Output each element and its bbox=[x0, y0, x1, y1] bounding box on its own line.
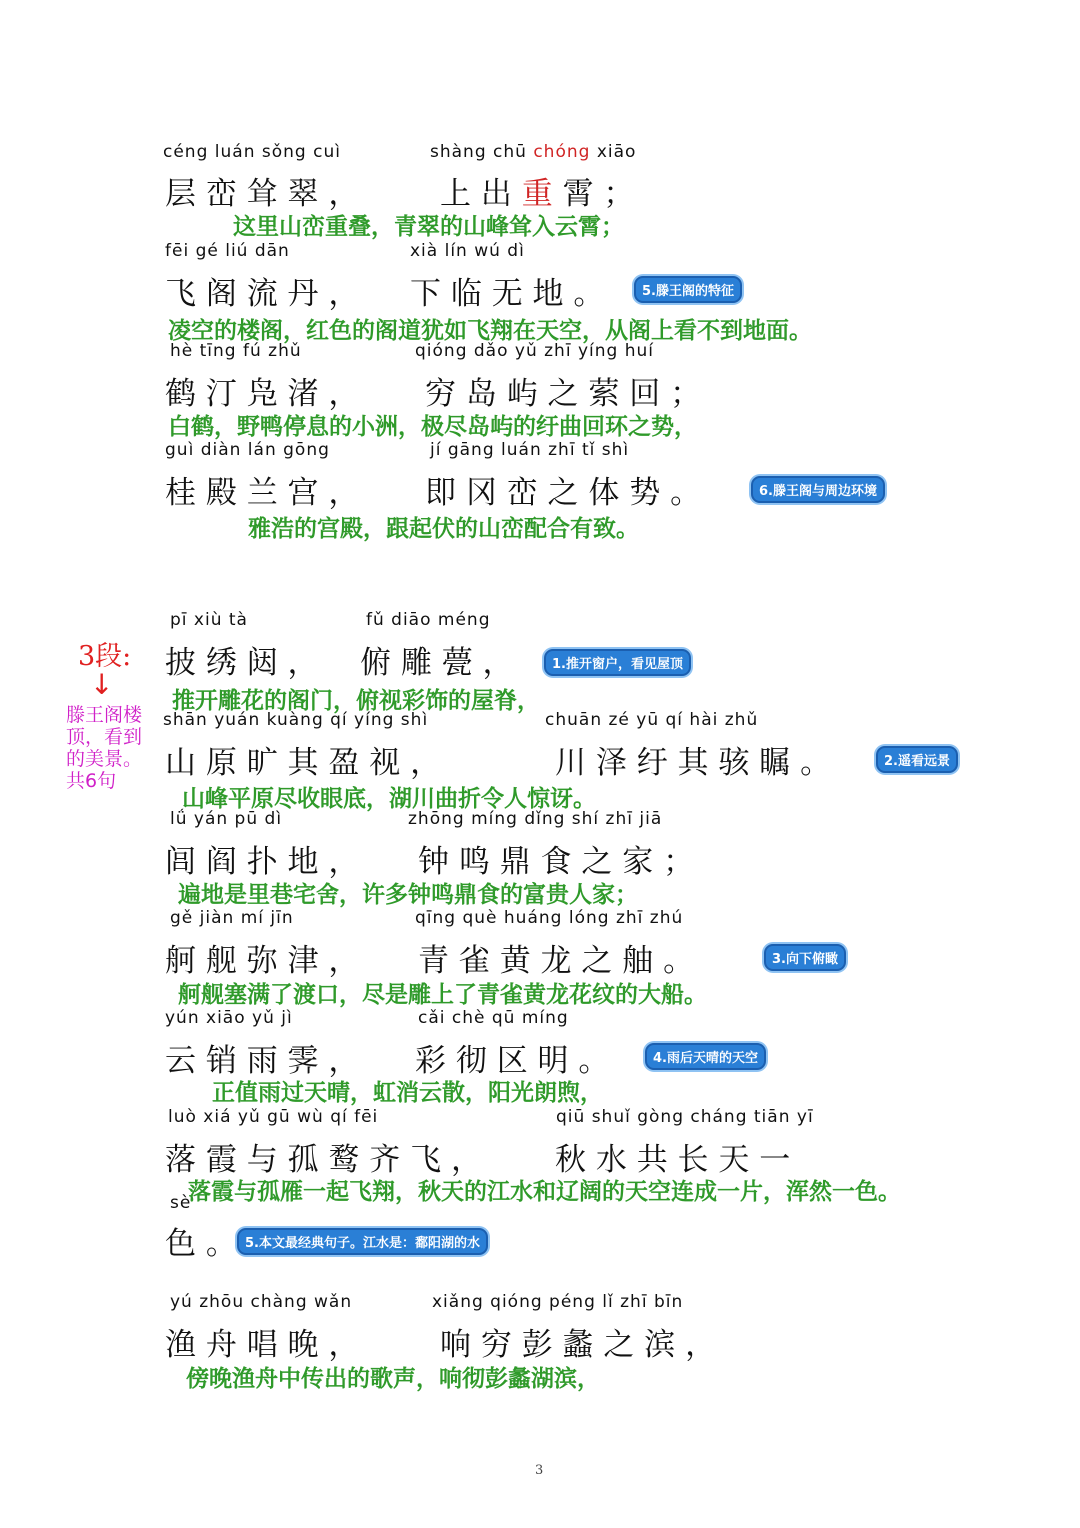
annotation-tag: 4.雨后天晴的天空 bbox=[645, 1043, 766, 1070]
pinyin-line: shàng chū chóng xiāo bbox=[430, 142, 637, 162]
hanzi-line: 层 峦 耸 翠 ， bbox=[165, 176, 360, 212]
pinyin-line: fēi gé liú dān bbox=[165, 241, 290, 261]
pinyin-line: sè bbox=[170, 1193, 192, 1213]
hanzi-line: 山 原 旷 其 盈 视 ， bbox=[165, 745, 442, 781]
translation: 舸舰塞满了渡口，尽是雕上了青雀黄龙花纹的大船。 bbox=[178, 982, 707, 1008]
translation: 雅浩的宫殿，跟起伏的山峦配合有致。 bbox=[248, 516, 639, 542]
pinyin-line: lǘ yán pū dì bbox=[170, 809, 283, 829]
pinyin-line: yú zhōu chàng wǎn bbox=[170, 1292, 353, 1312]
hanzi-line: 渔 舟 唱 晚 ， bbox=[165, 1327, 360, 1363]
pinyin-line: cǎi chè qū míng bbox=[418, 1008, 569, 1028]
annotation-tag: 6.滕王阁与周边环境 bbox=[751, 476, 885, 503]
pinyin-line: guì diàn lán gōng bbox=[165, 440, 330, 460]
hanzi-line: 彩 彻 区 明 。 bbox=[415, 1043, 610, 1079]
pinyin-line: xià lín wú dì bbox=[410, 241, 525, 261]
pinyin-line: pī xiù tà bbox=[170, 610, 248, 630]
pinyin-highlight: chóng bbox=[533, 142, 591, 162]
translation: 正值雨过天晴，虹消云散，阳光朗煦， bbox=[212, 1080, 603, 1106]
hanzi-line: 穷 岛 屿 之 萦 回 ； bbox=[425, 376, 702, 412]
hanzi-line: 桂 殿 兰 宫 ， bbox=[165, 475, 360, 511]
hanzi-line: 上 出 重 霄 ； bbox=[440, 176, 635, 212]
pinyin-line: jí gāng luán zhī tǐ shì bbox=[430, 440, 630, 460]
pinyin-line: hè tīng fú zhǔ bbox=[170, 341, 302, 361]
translation: 凌空的楼阁，红色的阁道犹如飞翔在天空，从阁上看不到地面。 bbox=[168, 318, 812, 344]
hanzi-line: 落 霞 与 孤 鹜 齐 飞 ， bbox=[165, 1142, 482, 1178]
hanzi-highlight: 重 bbox=[521, 176, 553, 212]
pinyin-line: zhōng míng dǐng shí zhī jiā bbox=[408, 809, 663, 829]
pinyin-line: qīng què huáng lóng zhī zhú bbox=[415, 908, 684, 928]
hanzi-line: 闾 阎 扑 地 ， bbox=[165, 844, 360, 880]
section-note: 滕王阁楼顶，看到的美景。共6句 bbox=[66, 704, 143, 792]
pinyin-line: céng luán sǒng cuì bbox=[163, 142, 341, 162]
annotation-tag: 5.滕王阁的特征 bbox=[634, 276, 742, 303]
hanzi-line: 云 销 雨 霁 ， bbox=[165, 1043, 360, 1079]
hanzi-line: 钟 鸣 鼎 食 之 家 ； bbox=[418, 844, 695, 880]
translation: 傍晚渔舟中传出的歌声，响彻彭蠡湖滨， bbox=[186, 1366, 600, 1392]
pinyin-line: fǔ diāo méng bbox=[366, 610, 491, 630]
translation: 推开雕花的阁门，俯视彩饰的屋脊， bbox=[172, 688, 540, 714]
pinyin-line: chuān zé yū qí hài zhǔ bbox=[545, 710, 759, 730]
hanzi-line: 披 绣 闼 ， bbox=[165, 645, 319, 681]
hanzi-line: 色 。 bbox=[165, 1226, 237, 1262]
pinyin-line: luò xiá yǔ gū wù qí fēi bbox=[168, 1107, 379, 1127]
hanzi-line: 青 雀 黄 龙 之 舳 。 bbox=[418, 943, 695, 979]
hanzi-line: 响 穷 彭 蠡 之 滨 ， bbox=[440, 1327, 717, 1363]
hanzi-line: 下 临 无 地 。 bbox=[410, 276, 605, 312]
translation: 落霞与孤雁一起飞翔，秋天的江水和辽阔的天空连成一片，浑然一色。 bbox=[188, 1179, 901, 1205]
hanzi-line: 即 冈 峦 之 体 势 。 bbox=[425, 475, 702, 511]
translation: 白鹤，野鸭停息的小洲，极尽岛屿的纡曲回环之势， bbox=[168, 414, 697, 440]
translation: 这里山峦重叠，青翠的山峰耸入云霄； bbox=[233, 214, 624, 240]
hanzi-line: 鹤 汀 凫 渚 ， bbox=[165, 376, 360, 412]
hanzi-line: 舸 舰 弥 津 ， bbox=[165, 943, 360, 979]
pinyin-line: qiū shuǐ gòng cháng tiān yī bbox=[556, 1107, 814, 1127]
annotation-tag: 1.推开窗户，看见屋顶 bbox=[544, 649, 691, 676]
translation: 遍地是里巷宅舍，许多钟鸣鼎食的富贵人家； bbox=[178, 882, 638, 908]
hanzi-line: 川 泽 纡 其 骇 瞩 。 bbox=[555, 745, 832, 781]
hanzi-line: 飞 阁 流 丹 ， bbox=[165, 276, 360, 312]
translation: 山峰平原尽收眼底，湖川曲折令人惊讶。 bbox=[182, 786, 596, 812]
annotation-tag: 3.向下俯瞰 bbox=[764, 944, 846, 971]
pinyin-line: gě jiàn mí jīn bbox=[170, 908, 294, 928]
hanzi-line: 秋 水 共 长 天 一 bbox=[555, 1142, 791, 1178]
down-arrow-icon: ↓ bbox=[90, 668, 114, 701]
annotation-tag: 2.遥看远景 bbox=[876, 746, 958, 773]
pinyin-line: qióng dǎo yǔ zhī yíng huí bbox=[415, 341, 654, 361]
pinyin-line: xiǎng qióng péng lǐ zhī bīn bbox=[432, 1292, 684, 1312]
annotation-tag: 5.本文最经典句子。江水是：鄱阳湖的水 bbox=[237, 1228, 488, 1255]
pinyin-line: yún xiāo yǔ jì bbox=[165, 1008, 293, 1028]
section-label: 3段: bbox=[78, 641, 132, 672]
page-number: 3 bbox=[535, 1463, 544, 1478]
hanzi-line: 俯 雕 甍 ， bbox=[360, 645, 514, 681]
pinyin-line: shān yuán kuàng qí yíng shì bbox=[163, 710, 429, 730]
